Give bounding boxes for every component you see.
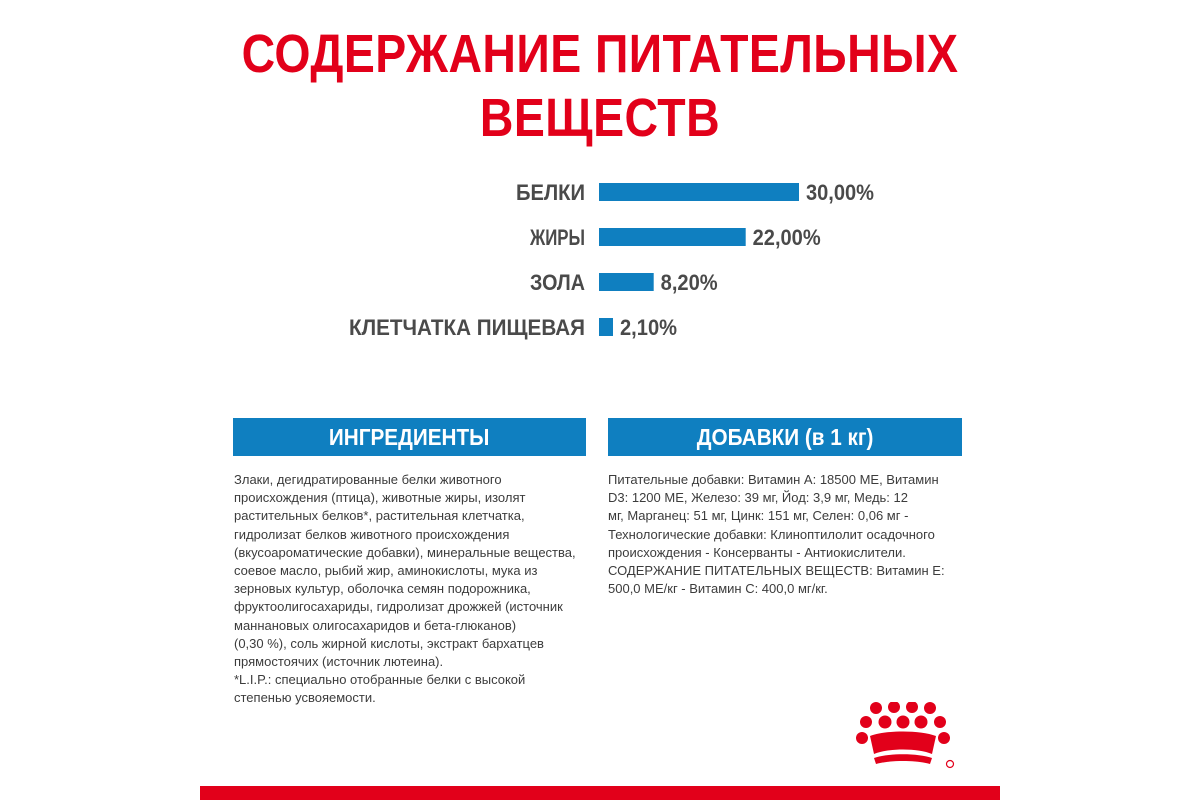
category-label: ЗОЛА — [530, 270, 586, 295]
title-line-1: СОДЕРЖАНИЕ ПИТАТЕЛЬНЫХ — [241, 24, 959, 84]
additives-header-label: ДОБАВКИ (в 1 кг) — [696, 423, 874, 450]
title-line-2: ВЕЩЕСТВ — [479, 88, 721, 148]
value-label: 8,20% — [660, 270, 718, 295]
category-label: БЕЛКИ — [516, 180, 585, 205]
category-label: КЛЕТЧАТКА ПИЩЕВАЯ — [349, 315, 585, 340]
ingredients-text: Злаки, дегидратированные белки животного происхождения (птица), животные жиры, изолят растительных белков*, растительная клетчатка, гидролизат белков животного происхождения (вкусоароматические добавки), минеральные вещества, соевое масло, рыбий жир, аминокислоты, мука из зерновых культур, оболочка семян подорожника, фруктоолигосахариды, гидролизат дрожжей (источник маннановых олигосахаридов и бета-глюканов) (0,30 %), соль жирной кислоты, экстракт бархатцев прямостоячих (источник лютеина). *L.I.P.: специально отобранные белки с высокой степенью усвояемости. — [234, 472, 576, 706]
bar — [599, 318, 613, 336]
value-label: 22,00% — [752, 225, 821, 250]
nutrient-bar-chart — [0, 160, 1200, 360]
additives-header — [608, 418, 962, 456]
bar — [599, 228, 746, 246]
ingredients-header — [233, 418, 586, 456]
bar — [599, 183, 799, 201]
ingredients-header-label: ИНГРЕДИЕНТЫ — [329, 423, 490, 450]
category-label: ЖИРЫ — [529, 225, 585, 250]
page-title — [84, 22, 1116, 150]
value-label: 2,10% — [620, 315, 677, 340]
additives-text: Питательные добавки: Витамин А: 18500 МЕ, Витамин D3: 1200 МЕ, Железо: 39 мг, Йод: 3,9 мг, Медь: 12 мг, Марганец: 51 мг, Цинк: 151 мг, Селен: 0,06 мг - Технологические добавки: Клиноптилолит осадочного происхождения - Консерванты - Антиокислители. СОДЕРЖАНИЕ ПИТАТЕЛЬНЫХ ВЕЩЕСТВ: Витамин Е: 500,0 МЕ/кг - Витамин С: 400,0 мг/кг. — [608, 472, 945, 597]
value-label: 30,00% — [806, 180, 874, 205]
bar — [599, 273, 654, 291]
bottom-accent-bar — [200, 786, 1000, 800]
crown-icon — [852, 702, 964, 774]
